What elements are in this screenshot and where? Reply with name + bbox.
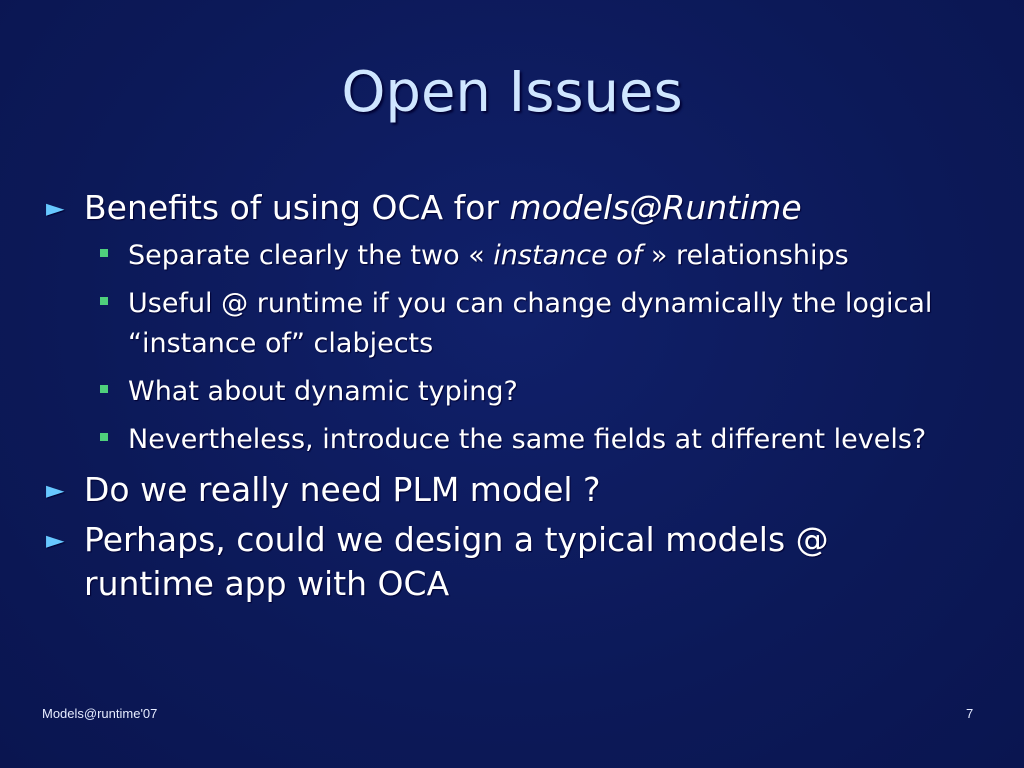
bullet-item (46, 186, 946, 230)
footer-text: Models@runtime'07 (42, 706, 158, 721)
sub-bullet-item (128, 236, 938, 276)
sub-bullet-text: What about dynamic typing? (128, 376, 518, 407)
bullet-text: Benefits of using OCA for (84, 188, 510, 227)
bullet-arrow-icon: ► (46, 476, 65, 504)
bullet-text: Do we really need PLM model ? (84, 470, 601, 509)
bullet-arrow-icon: ► (46, 194, 65, 222)
bullet-text: Perhaps, could we design a typical models @ runtime app with OCA (84, 520, 829, 603)
sub-bullet-square-icon (100, 297, 108, 305)
bullet-item (46, 468, 946, 512)
bullet-arrow-icon: ► (46, 526, 65, 554)
sub-bullet-item (128, 284, 938, 364)
sub-bullet-text-italic: instance of (493, 240, 643, 271)
slide-title: Open Issues (341, 60, 683, 125)
slide-body (46, 186, 946, 612)
sub-bullet-square-icon (100, 433, 108, 441)
sub-bullet-item (128, 372, 938, 412)
sub-bullet-text: Nevertheless, introduce the same fields at different levels? (128, 424, 927, 455)
sub-bullet-square-icon (100, 249, 108, 257)
bullet-text-italic: models@Runtime (509, 188, 802, 227)
bullet-item (46, 518, 946, 606)
sub-bullet-square-icon (100, 385, 108, 393)
sub-bullet-text: Useful @ runtime if you can change dynamically the logical “instance of” clabjects (128, 288, 933, 359)
page-number: 7 (966, 706, 974, 721)
sub-bullet-item (128, 420, 938, 460)
sub-bullet-text-after: » relationships (642, 240, 849, 271)
sub-bullet-text: Separate clearly the two « (128, 240, 494, 271)
